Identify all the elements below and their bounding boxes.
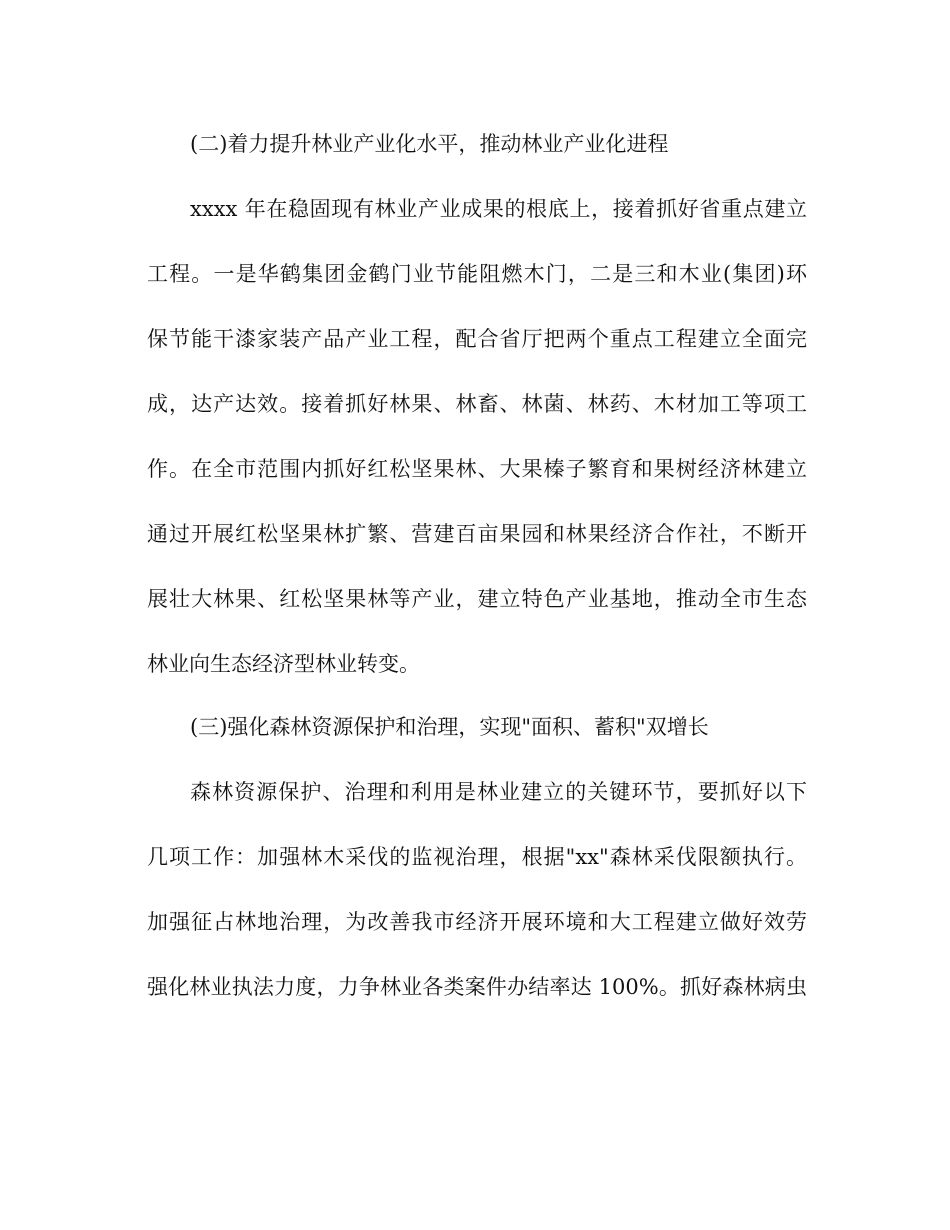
paragraph-line: 林业向生态经济型林业转变。 — [147, 652, 420, 676]
paragraph-line: 展壮大林果、红松坚果林等产业，建立特色产业基地，推动全市生态 — [147, 587, 807, 611]
paragraph-line: 保节能干漆家装产品产业工程，配合省厅把两个重点工程建立全面完 — [147, 327, 807, 351]
section-heading-2: (二)着力提升林业产业化水平，推动林业产业化进程 — [190, 132, 669, 156]
paragraph-line: 通过开展红松坚果林扩繁、营建百亩果园和林果经济合作社，不断开 — [147, 522, 807, 546]
section-heading-3: (三)强化森林资源保护和治理，实现"面积、蓄积"双增长 — [190, 715, 709, 739]
paragraph-line: 加强征占林地治理，为改善我市经济开展环境和大工程建立做好效劳 — [147, 910, 807, 934]
paragraph-line: xxxx 年在稳固现有林业产业成果的根底上，接着抓好省重点建立 — [190, 197, 807, 221]
paragraph-line: 强化林业执法力度，力争林业各类案件办结率达 100%。抓好森林病虫 — [147, 975, 807, 999]
paragraph-line: 几项工作：加强林木采伐的监视治理，根据"xx"森林采伐限额执行。 — [147, 845, 807, 869]
paragraph-line: 作。在全市范围内抓好红松坚果林、大果榛子繁育和果树经济林建立 — [147, 457, 807, 481]
paragraph-line: 工程。一是华鹤集团金鹤门业节能阻燃木门，二是三和木业(集团)环 — [147, 262, 807, 286]
paragraph-line: 成，达产达效。接着抓好林果、林畜、林菌、林药、木材加工等项工 — [147, 392, 807, 416]
paragraph-line: 森林资源保护、治理和利用是林业建立的关键环节，要抓好以下 — [190, 780, 807, 804]
